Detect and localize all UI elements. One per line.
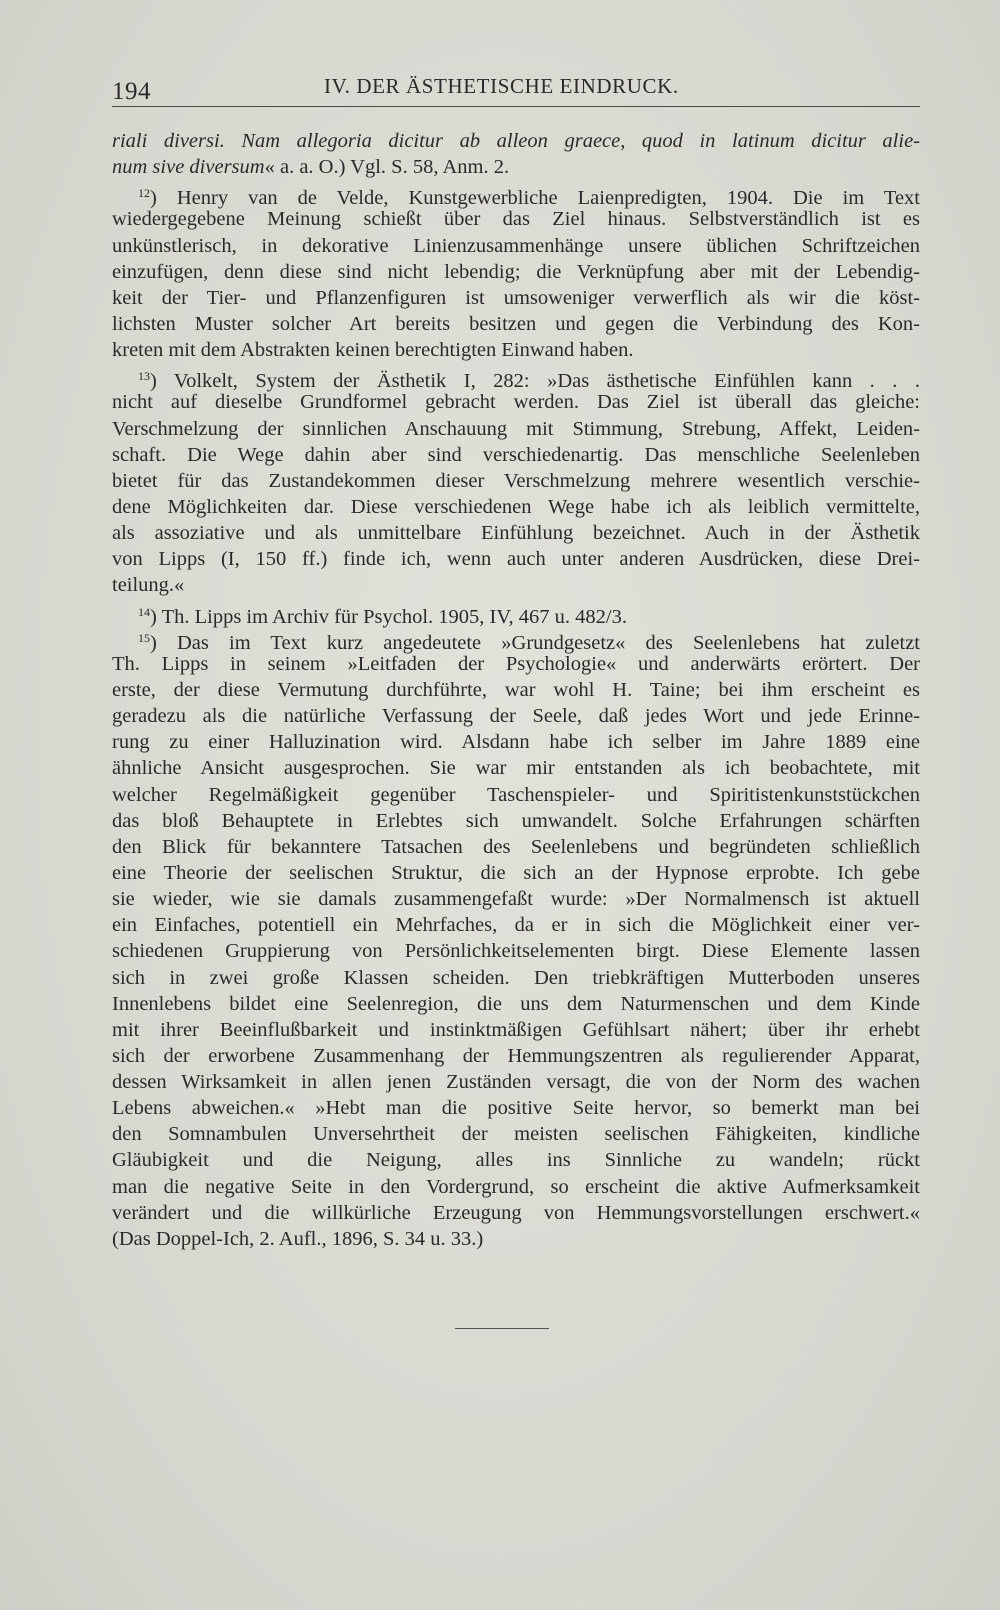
- line-text: Lebens abweichen.« »Hebt man die positive Seite hervor, so bemerkt man bei: [112, 1097, 920, 1120]
- text-line: [112, 128, 920, 154]
- page-header: [112, 72, 920, 107]
- line-text: lichsten Muster solcher Art bereits besitzen und gegen die Verbindung des Kon-: [112, 312, 920, 335]
- text-line: [112, 938, 920, 964]
- text-line: [112, 860, 920, 886]
- text-line: [112, 572, 920, 598]
- line-text: den Blick für bekanntere Tatsachen des Seelenlebens und begründeten schließlich: [112, 835, 920, 858]
- text-line: [112, 233, 920, 259]
- line-text: geradezu als die natürliche Verfassung der Seele, daß jedes Wort und jede Erinne-: [112, 705, 920, 728]
- text-line: [112, 651, 920, 677]
- text-line: [112, 546, 920, 572]
- line-text: ) Volkelt, System der Ästhetik I, 282: »Das ästhetische Einfühlen kann . . .: [150, 370, 920, 393]
- line-text: keit der Tier- und Pflanzenfiguren ist umsoweniger verwerflich als wir die köst-: [112, 286, 920, 309]
- line-text: Gläubigkeit und die Neigung, alles ins Sinnliche zu wandeln; rückt: [112, 1149, 920, 1172]
- text-line: [112, 1017, 920, 1043]
- text-line: [112, 285, 920, 311]
- text-line: [112, 416, 920, 442]
- text-line: [112, 1121, 920, 1147]
- text-line: [112, 1174, 920, 1200]
- text-line: [112, 206, 920, 232]
- text-line: [112, 337, 920, 363]
- text-line: [112, 1069, 920, 1095]
- line-text: sie wieder, wie sie damals zusammengefaßt wurde: »Der Normalmensch ist aktuell: [112, 888, 920, 911]
- line-text: den Somnambulen Unversehrtheit der meisten seelischen Fähigkeiten, kindliche: [112, 1123, 920, 1146]
- text-line: [112, 782, 920, 808]
- line-text: Th. Lipps in seinem »Leitfaden der Psychologie« und anderwärts erörtert. Der: [112, 652, 920, 675]
- line-text: ein Einfaches, potentiell ein Mehrfaches, da er in sich die Möglichkeit einer ver-: [112, 914, 920, 937]
- text-line: [112, 389, 920, 415]
- line-text: mit ihrer Beeinflußbarkeit und instinktmäßigen Gefühlsart nähert; über ihr erhebt: [112, 1018, 920, 1041]
- end-rule: [455, 1328, 549, 1329]
- line-text: « a. a. O.) Vgl. S. 58, Anm. 2.: [264, 156, 510, 179]
- footnote-marker: 13: [138, 369, 150, 384]
- text-line: [112, 625, 920, 654]
- text-line: [112, 729, 920, 755]
- line-text: dene Möglichkeiten dar. Diese verschiedenen Wege habe ich als leiblich vermittelte,: [112, 495, 920, 518]
- footnote-marker: 12: [138, 186, 150, 201]
- line-text: rung zu einer Halluzination wird. Alsdann habe ich selber im Jahre 1889 eine: [112, 731, 920, 754]
- line-text: das bloß Behauptete in Erlebtes sich umwandelt. Solche Erfahrungen schärften: [112, 809, 920, 832]
- line-text: eine Theorie der seelischen Struktur, die sich an der Hypnose erprobte. Ich gebe: [112, 861, 920, 884]
- line-text: Verschmelzung der sinnlichen Anschauung mit Stimmung, Strebung, Affekt, Leiden-: [112, 417, 920, 440]
- text-line: [112, 965, 920, 991]
- text-line: [112, 311, 920, 337]
- footnote-marker: 14: [138, 604, 150, 619]
- text-line: [112, 703, 920, 729]
- text-line: [112, 468, 920, 494]
- line-text: unkünstlerisch, in dekorative Linienzusammenhänge unsere üblichen Schriftzeichen: [112, 234, 920, 257]
- line-text: einzufügen, denn diese sind nicht lebendig; die Verknüpfung aber mit der Lebendig-: [112, 260, 920, 283]
- text-line: [112, 1043, 920, 1069]
- text-line: [112, 520, 920, 546]
- text-line: [112, 808, 920, 834]
- line-text: verändert und die willkürliche Erzeugung von Hemmungsvorstellungen erschwert.«: [112, 1201, 920, 1224]
- footnotes-text: [112, 128, 920, 1252]
- line-text: ) Henry van de Velde, Kunstgewerbliche Laienpredigten, 1904. Die im Text: [150, 187, 920, 210]
- line-text: Innenlebens bildet eine Seelenregion, die uns dem Naturmenschen und dem Kinde: [112, 992, 920, 1015]
- text-line: [112, 991, 920, 1017]
- text-line: [112, 180, 920, 210]
- text-line: [112, 886, 920, 912]
- line-text: nicht auf dieselbe Grundformel gebracht werden. Das Ziel ist überall das gleiche:: [112, 391, 920, 414]
- line-text: ) Das im Text kurz angedeutete »Grundgesetz« des Seelenlebens hat zuletzt: [150, 631, 920, 654]
- text-line: [112, 1200, 920, 1226]
- page-number: 194: [112, 78, 151, 105]
- text-line: [112, 442, 920, 468]
- text-line: [112, 912, 920, 938]
- text-line: [112, 259, 920, 285]
- italic-text: num sive diversum: [112, 156, 265, 179]
- text-line: [112, 599, 920, 628]
- line-text: schiedenen Gruppierung von Persönlichkeitselementen birgt. Diese Elemente lassen: [112, 940, 920, 963]
- line-text: sich der erworbene Zusammenhang der Hemmungszentren als regulierender Apparat,: [112, 1044, 920, 1067]
- line-text: welcher Regelmäßigkeit gegenüber Taschenspieler- und Spiritistenkunststückchen: [112, 783, 920, 806]
- text-line: [112, 1147, 920, 1173]
- running-title: IV. DER ÄSTHETISCHE EINDRUCK.: [324, 74, 679, 98]
- text-line: [112, 363, 920, 393]
- line-text: schaft. Die Wege dahin aber sind verschiedenartig. Das menschliche Seelenleben: [112, 443, 920, 466]
- line-text: man die negative Seite in den Vordergrund, so erscheint die aktive Aufmerksamkeit: [112, 1175, 920, 1198]
- line-text: teilung.«: [112, 574, 185, 597]
- line-text: (Das Doppel-Ich, 2. Aufl., 1896, S. 34 u. 33.): [112, 1227, 484, 1250]
- line-text: ) Th. Lipps im Archiv für Psychol. 1905, IV, 467 u. 482/3.: [150, 605, 627, 628]
- text-line: [112, 1226, 920, 1252]
- line-text: von Lipps (I, 150 ff.) finde ich, wenn auch unter anderen Ausdrücken, diese Drei-: [112, 548, 920, 571]
- text-line: [112, 154, 920, 180]
- line-text: ähnliche Ansicht ausgesprochen. Sie war mir entstanden als ich beobachtete, mit: [112, 757, 920, 780]
- text-line: [112, 1095, 920, 1121]
- line-text: bietet für das Zustandekommen dieser Verschmelzung mehrere wesentlich verschie-: [112, 469, 920, 492]
- line-text: wiedergegebene Meinung schießt über das Ziel hinaus. Selbstverständlich ist es: [112, 208, 920, 231]
- footnote-marker: 15: [138, 630, 150, 645]
- text-line: [112, 834, 920, 860]
- text-line: [112, 677, 920, 703]
- text-line: [112, 755, 920, 781]
- italic-text: riali diversi. Nam allegoria dicitur ab alleon graece, quod in latinum dicitur alie-: [112, 130, 920, 152]
- line-text: kreten mit dem Abstrakten keinen berechtigten Einwand haben.: [112, 339, 634, 362]
- line-text: erste, der diese Vermutung durchführte, war wohl H. Taine; bei ihm erscheint es: [112, 678, 920, 701]
- text-line: [112, 494, 920, 520]
- line-text: sich in zwei große Klassen scheiden. Den triebkräftigen Mutterboden unseres: [112, 966, 920, 989]
- line-text: dessen Wirksamkeit in allen jenen Zuständen versagt, die von der Norm des wachen: [112, 1071, 920, 1094]
- line-text: als assoziative und als unmittelbare Einfühlung bezeichnet. Auch in der Ästhetik: [112, 522, 920, 545]
